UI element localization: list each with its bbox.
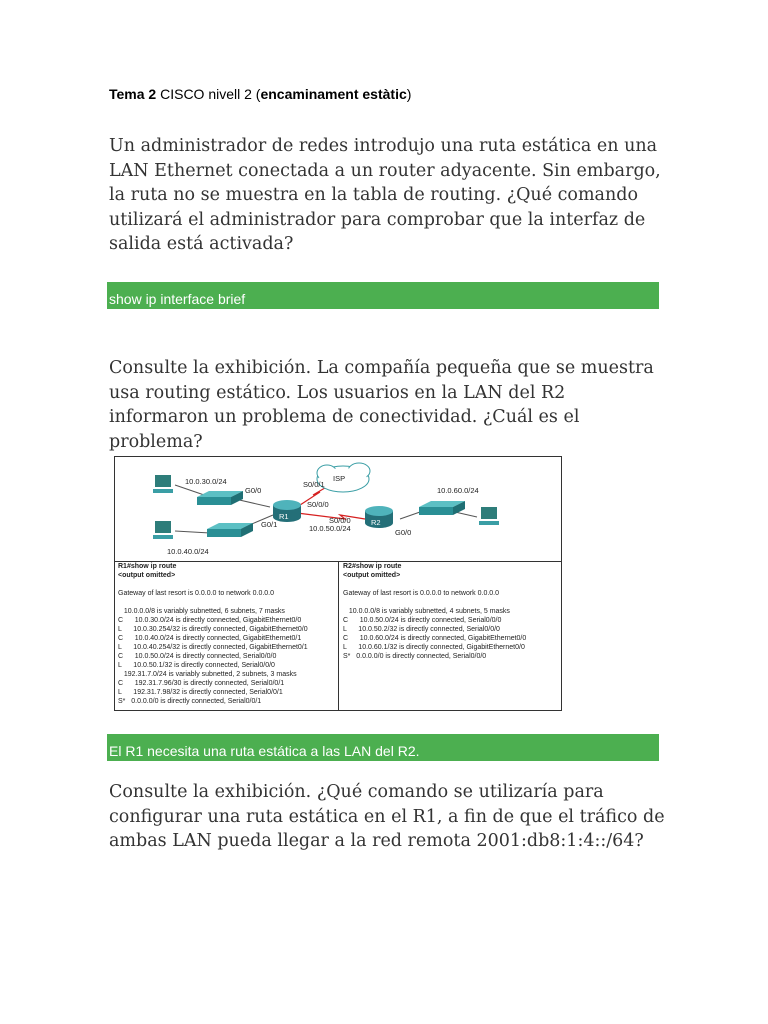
router-r1-icon xyxy=(273,500,301,522)
route-line: C 10.0.50.0/24 is directly connected, Serial0/0/0 xyxy=(118,653,277,660)
label-lan2: 10.0.40.0/24 xyxy=(167,547,209,556)
route-line: L 10.0.50.2/32 is directly connected, Serial0/0/0 xyxy=(343,626,500,633)
answer-2: El R1 necesita una ruta estática a las LAN del R2. xyxy=(107,734,659,761)
question-1: Un administrador de redes introdujo una ruta estática en una LAN Ethernet conectada a un router adyacente. Sin embargo, la ruta no se muestra en la tabla de routing. ¿Qué comando utilizará el administrador para comprobar que la interfaz de salida está activada? xyxy=(109,136,661,254)
r1-gateway: Gateway of last resort is 0.0.0.0 to network 0.0.0.0 xyxy=(118,590,275,597)
route-line: 10.0.0.0/8 is variably subnetted, 6 subnets, 7 masks xyxy=(118,608,285,615)
answer-1: show ip interface brief xyxy=(107,282,659,309)
label-lan1: 10.0.30.0/24 xyxy=(185,477,227,486)
label-r1-g01: G0/1 xyxy=(261,520,278,529)
route-line: C 10.0.30.0/24 is directly connected, GigabitEthernet0/0 xyxy=(118,617,302,624)
route-line: S* 0.0.0.0/0 is directly connected, Serial0/0/0 xyxy=(343,653,487,660)
topology-diagram xyxy=(115,457,561,561)
pc-icon xyxy=(479,507,499,525)
link-r2-sw3 xyxy=(400,512,420,519)
route-line: 192.31.7.0/24 is variably subnetted, 2 subnets, 3 masks xyxy=(118,671,297,678)
switch-icon xyxy=(207,523,253,537)
r2-route-table xyxy=(343,562,558,711)
label-isp: ISP xyxy=(333,474,346,483)
route-line: L 10.0.60.1/32 is directly connected, GigabitEthernet0/0 xyxy=(343,644,525,651)
label-r2-s000: S0/0/0 xyxy=(329,516,351,525)
header-topic: encaminament estàtic xyxy=(260,86,407,102)
header-tema: Tema 2 xyxy=(109,86,157,102)
question-3: Consulte la exhibición. ¿Qué comando se utilizaría para configurar una ruta estática en el R1, a fin de que el tráfico de ambas LAN pueda llegar a la red remota 2001:db8:1:4::/64? xyxy=(109,782,665,851)
header-cisco: CISCO nivell 2 ( xyxy=(160,86,261,102)
r1-omitted: <output omitted> xyxy=(118,572,176,579)
route-line: C 10.0.50.0/24 is directly connected, Serial0/0/0 xyxy=(343,617,502,624)
label-r2-g00: G0/0 xyxy=(395,528,412,537)
label-r1: R1 xyxy=(279,512,289,521)
isp-cloud xyxy=(317,463,370,492)
column-divider xyxy=(338,562,339,711)
r1-route-table xyxy=(118,562,336,711)
route-line: L 10.0.40.254/32 is directly connected, GigabitEthernet0/1 xyxy=(118,644,308,651)
label-lan3: 10.0.60.0/24 xyxy=(437,486,479,495)
routing-tables xyxy=(115,561,561,711)
route-line: S* 0.0.0.0/0 is directly connected, Serial0/0/1 xyxy=(118,698,262,705)
label-r1-s000: S0/0/0 xyxy=(307,500,329,509)
route-line: C 10.0.60.0/24 is directly connected, GigabitEthernet0/0 xyxy=(343,635,527,642)
network-topology xyxy=(115,457,561,561)
question-2: Consulte la exhibición. La compañía pequeña que se muestra usa routing estático. Los usuarios en la LAN del R2 informaron un problema de conectividad. ¿Cuál es el problema? xyxy=(109,358,654,452)
route-line: L 192.31.7.98/32 is directly connected, Serial0/0/1 xyxy=(118,689,283,696)
route-line: L 10.0.30.254/32 is directly connected, GigabitEthernet0/0 xyxy=(118,626,308,633)
page-header xyxy=(109,86,411,102)
router-r2-icon xyxy=(365,506,393,528)
r2-prompt: R2#show ip route xyxy=(343,563,402,570)
link-sw3-pc3 xyxy=(455,512,477,517)
route-line: C 10.0.40.0/24 is directly connected, GigabitEthernet0/1 xyxy=(118,635,302,642)
route-line: L 10.0.50.1/32 is directly connected, Serial0/0/0 xyxy=(118,662,275,669)
route-line: C 192.31.7.96/30 is directly connected, Serial0/0/1 xyxy=(118,680,285,687)
r2-omitted: <output omitted> xyxy=(343,572,401,579)
route-line: 10.0.0.0/8 is variably subnetted, 4 subnets, 5 masks xyxy=(343,608,510,615)
link-pc2-sw2 xyxy=(175,531,210,533)
r1-prompt: R1#show ip route xyxy=(118,563,177,570)
label-r1-g00: G0/0 xyxy=(245,486,262,495)
label-r1-s001: S0/0/1 xyxy=(303,480,325,489)
exhibit-figure xyxy=(114,456,562,711)
header-close: ) xyxy=(406,86,412,102)
switch-icon xyxy=(197,491,243,505)
pc-icon xyxy=(153,521,173,539)
label-r2: R2 xyxy=(371,518,381,527)
pc-icon xyxy=(153,475,173,493)
label-wan: 10.0.50.0/24 xyxy=(309,524,351,533)
r2-gateway: Gateway of last resort is 0.0.0.0 to network 0.0.0.0 xyxy=(343,590,500,597)
